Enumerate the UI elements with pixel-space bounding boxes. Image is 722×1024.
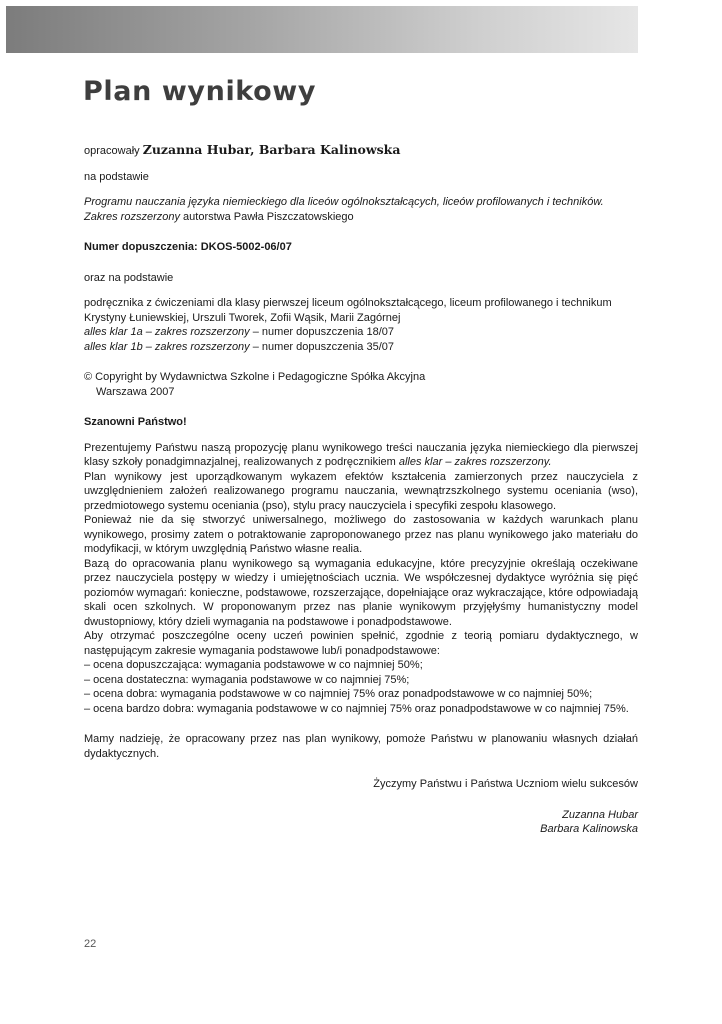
basis-label: na podstawie xyxy=(84,170,149,183)
authors: Zuzanna Hubar, Barbara Kalinowska xyxy=(142,142,401,157)
edition-b: alles klar 1b – zakres rozszerzony – numer dopuszczenia 35/07 xyxy=(84,340,395,353)
textbook-line: podręcznika z ćwiczeniami dla klasy pierwszej liceum ogólnokształcącego, liceum profilowanego i technikum xyxy=(84,297,612,309)
grade-item: – ocena dobra: wymagania podstawowe w co najmniej 75% oraz ponadpodstawowe w co najmniej 50%; xyxy=(84,688,593,700)
copyright-place-year: Warszawa 2007 xyxy=(96,385,175,398)
grade-item: – ocena dopuszczająca: wymagania podstawowe w co najmniej 50%; xyxy=(84,659,423,671)
wishes-line: Życzymy Państwu i Państwa Uczniom wielu sukcesów xyxy=(373,778,638,790)
signature-2: Barbara Kalinowska xyxy=(540,823,638,835)
intro-paragraph: Prezentujemy Państwu naszą propozycję planu wynikowego treści nauczania języka niemieckiego dla pierwszej klasy szkoły ponadgimnazjalnej, realizowanych z podręcznikiem alles klar – zakres rozszerzony. xyxy=(84,441,638,468)
grading-intro-paragraph: Aby otrzymać poszczególne oceny uczeń powinien spełnić, zgodnie z teorią pomiaru dydaktycznego, w następującym zakresie wymagania podstawowe lub/i ponadpodstawowe: xyxy=(84,630,638,657)
header-band xyxy=(6,6,638,53)
prepared-by-label: opracowały xyxy=(84,145,140,157)
grade-item: – ocena dostateczna: wymagania podstawowe w co najmniej 75%; xyxy=(84,673,410,686)
signature-1: Zuzanna Hubar xyxy=(562,808,638,821)
page-title: Plan wynikowy xyxy=(83,76,317,107)
program-title: Programu nauczania języka niemieckiego dla liceów ogólnokształcących, liceów profilowanych i techników. xyxy=(84,196,604,208)
closing-paragraph: Mamy nadzieję, że opracowany przez nas plan wynikowy, pomoże Państwu w planowaniu własnych działań dydaktycznych. xyxy=(84,733,638,760)
also-basis-label: oraz na podstawie xyxy=(84,271,174,284)
program-scope-line xyxy=(84,210,638,225)
authors-line xyxy=(84,143,638,159)
modification-paragraph: Ponieważ nie da się stworzyć uniwersalnego, możliwego do zastosowania w każdych warunkach planu wynikowego, prosimy zatem o potraktowanie zaproponowanego przez nas planu wynikowego jako materiału do modyfikacji, w którym uwzględnią Państwo własne realia. xyxy=(84,514,638,555)
approval-number: Numer dopuszczenia: DKOS-5002-06/07 xyxy=(84,241,292,253)
program-scope: Zakres rozszerzony xyxy=(84,210,180,223)
grade-item: – ocena bardzo dobra: wymagania podstawowe w co najmniej 75% oraz ponadpodstawowe w co najmniej 75%. xyxy=(84,702,629,715)
textbook-authors: Krystyny Łuniewskiej, Urszuli Tworek, Zofii Wąsik, Marii Zagórnej xyxy=(84,311,401,324)
requirements-paragraph: Bazą do opracowania planu wynikowego są wymagania edukacyjne, które precyzyjnie określają oczekiwane przez nauczyciela postępy w wiedzy i umiejętnościach ucznia. We współczesnej dydaktyce wyróżnia się pięć poziomów wymagań: konieczne, podstawowe, rozszerzające, dopełniające oraz wykraczające, które odpowiadają skali ocen szkolnych. W proponowanym przez nas planie wynikowym przyjęłyśmy humanistyczny model dwustopniowy, który dzieli wymagania na podstawowe i ponadpodstawowe. xyxy=(84,557,638,628)
copyright-line: © Copyright by Wydawnictwa Szkolne i Pedagogiczne Spółka Akcyjna xyxy=(84,371,426,383)
document-body xyxy=(84,143,638,837)
edition-a: alles klar 1a – zakres rozszerzony – numer dopuszczenia 18/07 xyxy=(84,326,395,338)
plan-definition-paragraph: Plan wynikowy jest uporządkowanym wykazem efektów kształcenia zamierzonych przez nauczyciela z uwzględnieniem założeń realizowanego programu nauczania, wewnątrzszkolnego systemu oceniania (wso), przedmiotowego systemu oceniania (pso), stylu pracy nauczyciela i specyfiki zespołu klasowego. xyxy=(84,470,638,512)
salutation: Szanowni Państwo! xyxy=(84,416,187,428)
program-author: autorstwa Pawła Piszczatowskiego xyxy=(179,210,354,223)
page-number: 22 xyxy=(84,938,97,950)
